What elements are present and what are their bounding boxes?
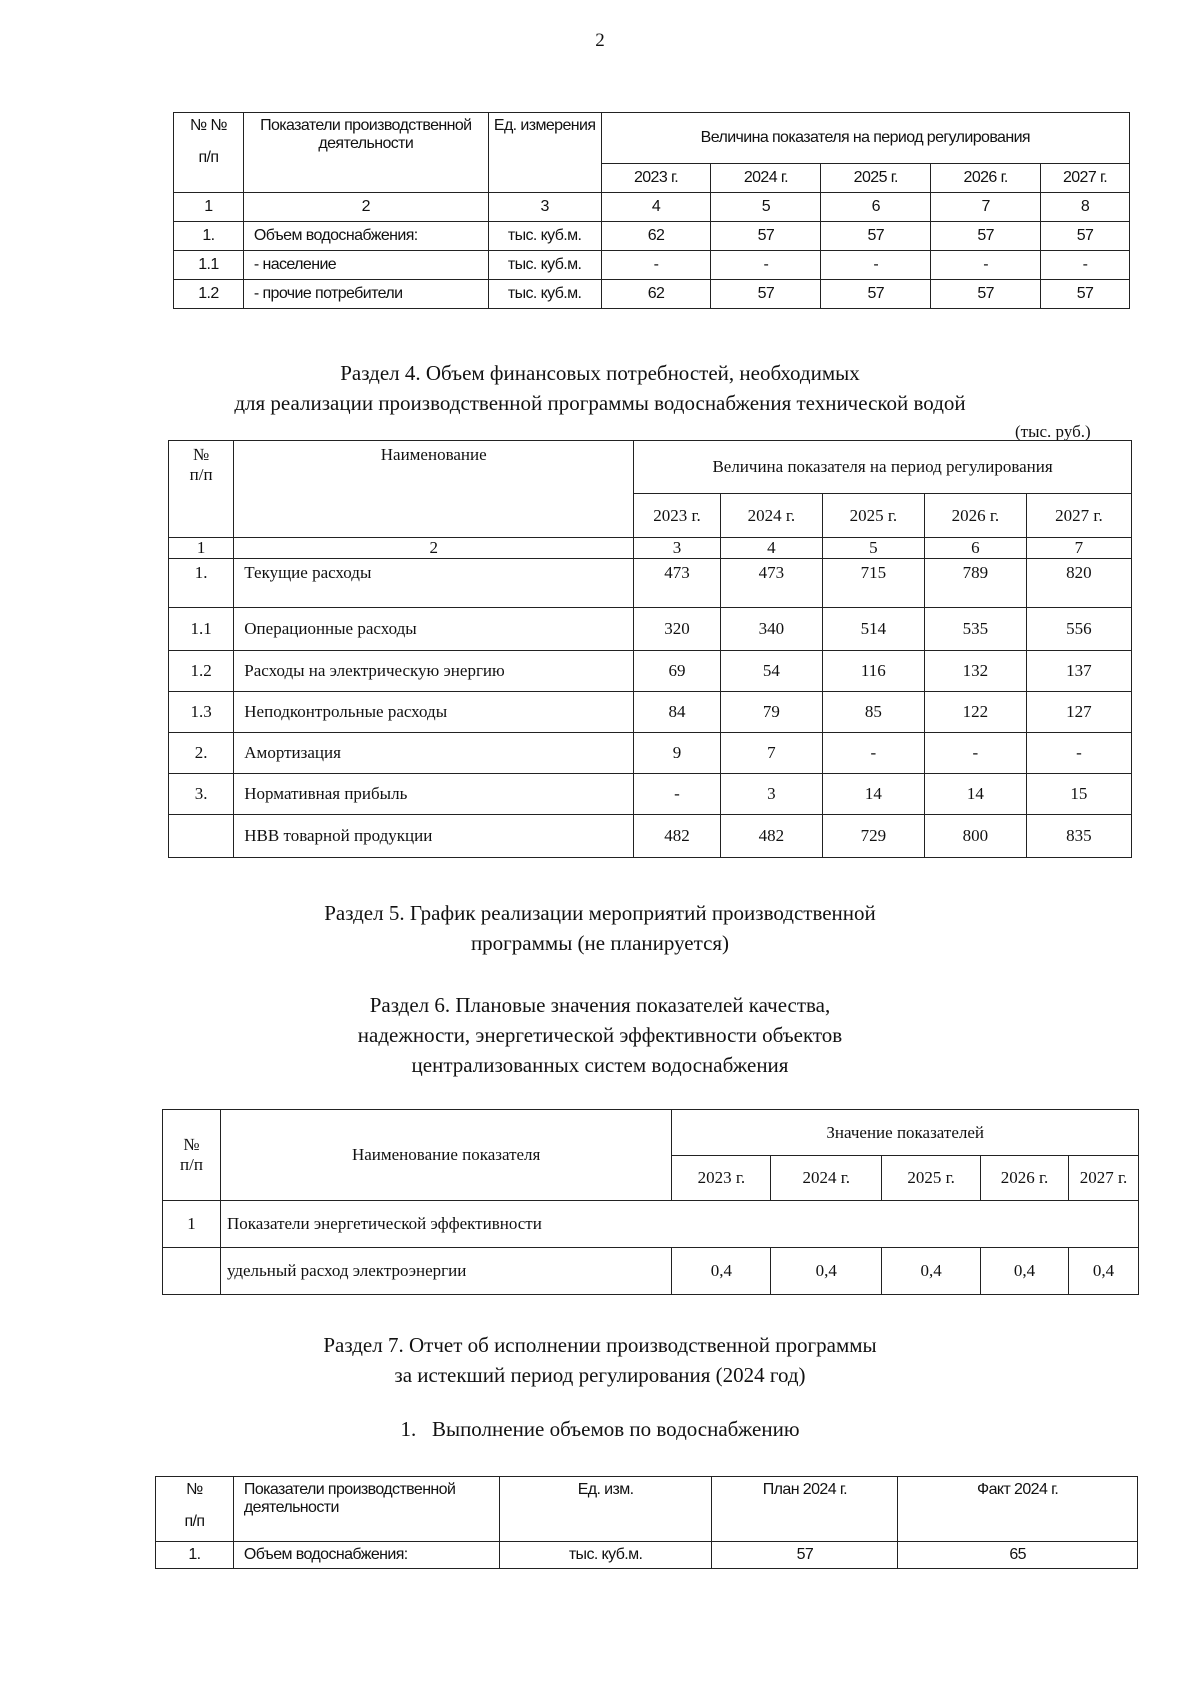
header-num-pp: п/п [180,1155,203,1174]
column-number: 1 [174,193,244,222]
row-name: Объем водоснабжения: [233,1542,499,1569]
header-year: 2023 г. [672,1156,771,1201]
header-num-pp: п/п [184,1513,205,1530]
row-value: - [924,733,1026,774]
row-plan: 57 [712,1542,898,1569]
header-num: № [193,445,210,464]
header-year: 2027 г. [1069,1156,1139,1201]
header-indicator: Показатели производственной деятельности [243,113,488,193]
row-value: 0,4 [981,1248,1069,1295]
group-num: 1 [163,1201,221,1248]
page-number: 2 [595,30,605,51]
table-row [169,692,1132,733]
section6-title-line3: централизованных систем водоснабжения [411,1053,789,1077]
column-number: 4 [601,193,711,222]
header-unit: Ед. измерения [488,113,601,193]
row-value: 57 [1041,280,1130,309]
table-row [169,815,1132,858]
row-value: - [821,251,931,280]
row-value: 54 [720,651,822,692]
column-number: 5 [822,538,924,559]
header-num: № [186,1481,203,1498]
row-value: 57 [711,222,821,251]
section7-title-line1: Раздел 7. Отчет об исполнении производственной программы [323,1333,877,1357]
row-value: 556 [1026,608,1131,651]
header-year: 2023 г. [601,164,711,193]
row-value: 0,4 [771,1248,882,1295]
row-name: Нормативная прибыль [234,774,634,815]
row-name: Неподконтрольные расходы [234,692,634,733]
row-num [169,815,234,858]
column-number: 6 [821,193,931,222]
row-value: - [1041,251,1130,280]
header-year: 2025 г. [882,1156,981,1201]
row-value: 482 [720,815,822,858]
row-value: 57 [711,280,821,309]
row-name: Амортизация [234,733,634,774]
row-value: 122 [924,692,1026,733]
table-row [174,280,1130,309]
section7-title-line2: за истекший период регулирования (2024 год) [394,1363,806,1387]
row-value: 57 [1041,222,1130,251]
header-unit: Ед. изм. [499,1477,712,1542]
row-value: 69 [634,651,721,692]
row-name: Текущие расходы [234,559,634,608]
row-num: 1.2 [174,280,244,309]
section4-title-line1: Раздел 4. Объем финансовых потребностей, необходимых [340,361,860,385]
row-value: 14 [924,774,1026,815]
row-name: Расходы на электрическую энергию [234,651,634,692]
column-number: 2 [234,538,634,559]
column-number: 5 [711,193,821,222]
header-name: Наименование показателя [220,1110,671,1201]
row-value: 116 [822,651,924,692]
row-value: 535 [924,608,1026,651]
section4-title-line2: для реализации производственной программы водоснабжения технической водой [234,391,966,415]
header-num: № № [189,117,227,134]
header-num-pp: п/п [198,149,219,166]
row-name: Операционные расходы [234,608,634,651]
row-value: 62 [601,280,711,309]
row-num: 1. [156,1542,234,1569]
row-fact: 65 [898,1542,1138,1569]
column-number: 7 [931,193,1041,222]
column-number: 6 [924,538,1026,559]
row-num: 3. [169,774,234,815]
row-value: - [634,774,721,815]
table-row [169,651,1132,692]
section5-title-line1: Раздел 5. График реализации мероприятий производственной [324,901,876,925]
header-year: 2026 г. [981,1156,1069,1201]
row-value: 57 [931,280,1041,309]
section6-title-line2: надежности, энергетической эффективности объектов [357,1023,843,1047]
section5-title-line2: программы (не планируется) [470,931,730,955]
column-number: 3 [488,193,601,222]
header-num-cell [169,441,234,538]
table-row [169,733,1132,774]
row-value: 835 [1026,815,1131,858]
header-num-pp: п/п [189,465,213,484]
header-year: 2024 г. [771,1156,882,1201]
header-name: Наименование [234,441,634,538]
header-plan: План 2024 г. [712,1477,898,1542]
column-number: 7 [1026,538,1131,559]
row-value: 800 [924,815,1026,858]
row-unit: тыс. куб.м. [499,1542,712,1569]
table-row [174,222,1130,251]
header-fact: Факт 2024 г. [898,1477,1138,1542]
row-value: 482 [634,815,721,858]
row-value: 14 [822,774,924,815]
row-name: НВВ товарной продукции [234,815,634,858]
row-value: 57 [821,222,931,251]
table-row [156,1542,1138,1569]
row-value: 320 [634,608,721,651]
quality-indicators-table [162,1109,1139,1295]
row-name: удельный расход электроэнергии [220,1248,671,1295]
column-number: 8 [1041,193,1130,222]
header-year: 2026 г. [924,494,1026,538]
header-value-title: Величина показателя на период регулирования [601,113,1129,164]
header-year: 2026 г. [931,164,1041,193]
row-value: 729 [822,815,924,858]
header-num-cell [156,1477,234,1542]
row-name: - население [243,251,488,280]
row-value: 57 [931,222,1041,251]
row-num: 1.2 [169,651,234,692]
header-value-title: Величина показателя на период регулирования [634,441,1132,494]
row-value: 84 [634,692,721,733]
row-value: 57 [821,280,931,309]
header-num-cell [163,1110,221,1201]
row-name: Объем водоснабжения: [243,222,488,251]
row-value: 340 [720,608,822,651]
row-value: 473 [720,559,822,608]
section4-unit-note: (тыс. руб.) [1015,422,1091,441]
header-year: 2025 г. [822,494,924,538]
row-value: 137 [1026,651,1131,692]
header-year: 2023 г. [634,494,721,538]
row-num: 1.1 [174,251,244,280]
row-value: 514 [822,608,924,651]
row-value: 473 [634,559,721,608]
section6-title-line1: Раздел 6. Плановые значения показателей качества, [369,993,831,1017]
row-num: 1.1 [169,608,234,651]
header-indicator: Показатели производственной деятельности [233,1477,499,1542]
row-num: 1.3 [169,692,234,733]
row-value: 62 [601,222,711,251]
row-value: - [601,251,711,280]
row-value: 0,4 [672,1248,771,1295]
header-year: 2027 г. [1026,494,1131,538]
row-value: 132 [924,651,1026,692]
column-number: 1 [169,538,234,559]
execution-report-table [155,1476,1138,1569]
column-number: 4 [720,538,822,559]
row-value: - [1026,733,1131,774]
table-row [163,1248,1139,1295]
table-row [169,608,1132,651]
row-num: 2. [169,733,234,774]
row-value: 9 [634,733,721,774]
header-year: 2024 г. [711,164,821,193]
header-num: № [183,1135,200,1154]
row-value: 79 [720,692,822,733]
row-unit: тыс. куб.м. [488,280,601,309]
row-value: 820 [1026,559,1131,608]
header-num-cell [174,113,244,193]
row-unit: тыс. куб.м. [488,222,601,251]
section7-subtitle: 1. Выполнение объемов по водоснабжению [400,1417,800,1441]
row-value: 3 [720,774,822,815]
row-unit: тыс. куб.м. [488,251,601,280]
row-value: 0,4 [1069,1248,1139,1295]
row-value: - [931,251,1041,280]
row-value: 85 [822,692,924,733]
row-value: 7 [720,733,822,774]
row-value: 15 [1026,774,1131,815]
table-row [169,774,1132,815]
production-volume-table [173,112,1130,309]
column-number: 3 [634,538,721,559]
row-value: 715 [822,559,924,608]
row-value: 0,4 [882,1248,981,1295]
table-row [174,251,1130,280]
group-name: Показатели энергетической эффективности [220,1201,1138,1248]
row-value: 127 [1026,692,1131,733]
row-name: - прочие потребители [243,280,488,309]
header-value-title: Значение показателей [672,1110,1139,1156]
header-year: 2027 г. [1041,164,1130,193]
table-row [169,559,1132,608]
header-year: 2025 г. [821,164,931,193]
row-num: 1. [169,559,234,608]
group-row [163,1201,1139,1248]
column-number: 2 [243,193,488,222]
row-num: 1. [174,222,244,251]
row-num [163,1248,221,1295]
row-value: 789 [924,559,1026,608]
header-year: 2024 г. [720,494,822,538]
row-value: - [822,733,924,774]
row-value: - [711,251,821,280]
financial-needs-table [168,440,1132,858]
